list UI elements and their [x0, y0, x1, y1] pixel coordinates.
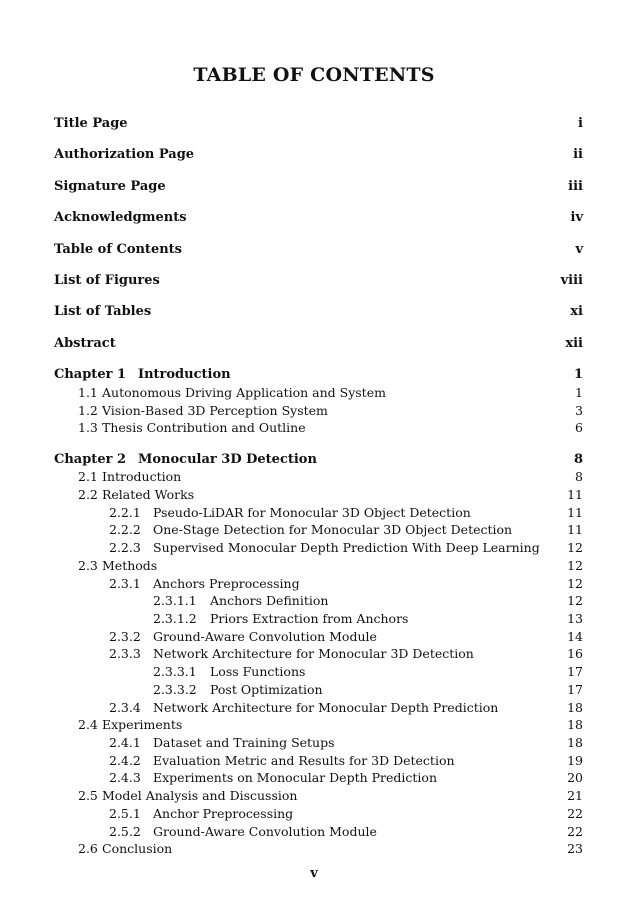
toc-label: Introduction [138, 367, 231, 382]
toc-page: xii [565, 336, 583, 351]
toc-number: 2.4 [78, 717, 98, 732]
toc-entry-2-3-1-2[interactable] [54, 611, 583, 629]
toc-number: 1.3 [78, 420, 98, 435]
toc-page: 11 [567, 522, 583, 537]
toc-entry-2-3[interactable] [54, 558, 583, 576]
toc-entry-2-4-3[interactable] [54, 770, 583, 788]
toc-label: Evaluation Metric and Results for 3D Detection [153, 753, 455, 768]
toc-entry-2-5[interactable] [54, 788, 583, 806]
toc-number: 2.2.3 [109, 540, 141, 555]
toc-number: 2.3.1 [109, 576, 141, 591]
page-title: TABLE OF CONTENTS [193, 64, 435, 86]
toc-page: 18 [567, 735, 583, 750]
toc-page: 3 [575, 403, 583, 418]
toc-entry-list-of-figures[interactable] [54, 273, 583, 291]
toc-page: 23 [567, 841, 583, 856]
toc-page: 21 [567, 788, 583, 803]
toc-label: Post Optimization [210, 682, 323, 697]
toc-entry-2-1[interactable] [54, 469, 583, 487]
toc-entry-2-3-3-1[interactable] [54, 664, 583, 682]
toc-entry-2-3-2[interactable] [54, 629, 583, 647]
toc-page: iv [570, 210, 583, 225]
toc-page: xi [570, 304, 583, 319]
toc-page: ii [573, 147, 583, 162]
toc-page: iii [568, 179, 583, 194]
toc-entry-2-3-1-1[interactable] [54, 593, 583, 611]
toc-number: 2.3.1.2 [153, 611, 197, 626]
toc-page: 19 [567, 753, 583, 768]
toc-label: Autonomous Driving Application and System [102, 385, 386, 400]
toc-label: Experiments [102, 717, 183, 732]
toc-entry-2-4[interactable] [54, 717, 583, 735]
toc-entry-1-2[interactable] [54, 403, 583, 421]
toc-number: 2.2.2 [109, 522, 141, 537]
toc-label: List of Tables [54, 304, 152, 319]
toc-entry-list-of-tables[interactable] [54, 304, 583, 322]
toc-entry-signature-page[interactable] [54, 179, 583, 197]
toc-label: Methods [102, 558, 158, 573]
toc-label: Introduction [102, 469, 182, 484]
toc-entry-2-5-1[interactable] [54, 806, 583, 824]
toc-number: 2.3.3.2 [153, 682, 197, 697]
toc-number: Chapter 2 [54, 452, 127, 467]
toc-entry-2-3-4[interactable] [54, 700, 583, 718]
toc-page: 17 [567, 664, 583, 679]
toc-number: 2.3.2 [109, 629, 141, 644]
toc-number: 2.3.3.1 [153, 664, 197, 679]
toc-page: 13 [567, 611, 583, 626]
page-number: v [310, 866, 318, 881]
toc-label: Vision-Based 3D Perception System [102, 403, 328, 418]
toc-entry-2-3-1[interactable] [54, 576, 583, 594]
toc-label: Pseudo-LiDAR for Monocular 3D Object Detection [153, 505, 471, 520]
toc-entry-2-6[interactable] [54, 841, 583, 859]
toc-page: 17 [567, 682, 583, 697]
toc-label: Title Page [54, 116, 128, 131]
toc-page: 12 [567, 593, 583, 608]
toc-number: 2.4.2 [109, 753, 141, 768]
toc-label: Acknowledgments [54, 210, 187, 225]
toc-number: 2.3.4 [109, 700, 141, 715]
toc-entry-2-4-2[interactable] [54, 753, 583, 771]
toc-number: 2.1 [78, 469, 98, 484]
toc-entry-2-3-3[interactable] [54, 646, 583, 664]
toc-chapter-1[interactable] [54, 367, 583, 385]
toc-page: 1 [575, 385, 583, 400]
toc-page: 12 [567, 540, 583, 555]
toc-label: Anchor Preprocessing [153, 806, 294, 821]
toc-label: Ground-Aware Convolution Module [153, 629, 377, 644]
toc-label: Model Analysis and Discussion [102, 788, 298, 803]
toc-label: Supervised Monocular Depth Prediction With Deep Learning [153, 540, 540, 555]
toc-entry-2-5-2[interactable] [54, 824, 583, 842]
toc-label: Dataset and Training Setups [153, 735, 335, 750]
toc-number: Chapter 1 [54, 367, 127, 382]
toc-page: viii [560, 273, 583, 288]
toc-number: 2.3 [78, 558, 98, 573]
toc-chapter-2[interactable] [54, 452, 583, 470]
toc-number: 2.4.3 [109, 770, 141, 785]
toc-label: Related Works [102, 487, 195, 502]
toc-entry-2-2-3[interactable] [54, 540, 583, 558]
toc-entry-title-page[interactable] [54, 116, 583, 134]
toc-page: i [578, 116, 583, 131]
toc-label: Network Architecture for Monocular 3D Detection [153, 646, 474, 661]
toc-page: 18 [567, 717, 583, 732]
toc-page: 12 [567, 576, 583, 591]
toc-number: 2.6 [78, 841, 98, 856]
toc-page: 20 [567, 770, 583, 785]
toc-label: Signature Page [54, 179, 166, 194]
toc-entry-1-3[interactable] [54, 420, 583, 438]
toc-label: Conclusion [102, 841, 173, 856]
toc-number: 2.5.2 [109, 824, 141, 839]
toc-entry-acknowledgments[interactable] [54, 210, 583, 228]
toc-page: 11 [567, 505, 583, 520]
toc-entry-2-2-2[interactable] [54, 522, 583, 540]
toc-label: Table of Contents [54, 242, 182, 257]
toc-page: 6 [575, 420, 583, 435]
toc-entry-table-of-contents[interactable] [54, 242, 583, 260]
toc-number: 2.2 [78, 487, 98, 502]
toc-entry-abstract[interactable] [54, 336, 583, 354]
toc-label: Loss Functions [210, 664, 306, 679]
toc-entry-1-1[interactable] [54, 385, 583, 403]
toc-page: v [575, 242, 583, 257]
toc-label: Ground-Aware Convolution Module [153, 824, 377, 839]
toc-number: 2.5.1 [109, 806, 141, 821]
toc-label: Anchors Preprocessing [153, 576, 300, 591]
toc-label: One-Stage Detection for Monocular 3D Object Detection [153, 522, 513, 537]
toc-page: 11 [567, 487, 583, 502]
toc-label: Experiments on Monocular Depth Prediction [153, 770, 438, 785]
toc-label: Thesis Contribution and Outline [102, 420, 306, 435]
toc-page: 8 [575, 469, 583, 484]
toc-page: 12 [567, 558, 583, 573]
toc-entry-2-3-3-2[interactable] [54, 682, 583, 700]
toc-number: 1.1 [78, 385, 98, 400]
toc-entry-2-4-1[interactable] [54, 735, 583, 753]
toc-number: 2.5 [78, 788, 98, 803]
toc-number: 2.3.1.1 [153, 593, 197, 608]
toc-label: Anchors Definition [210, 593, 329, 608]
toc-page: 8 [573, 452, 583, 467]
toc-number: 2.3.3 [109, 646, 141, 661]
toc-number: 2.2.1 [109, 505, 141, 520]
toc-page: 14 [567, 629, 583, 644]
toc-label: List of Figures [54, 273, 160, 288]
toc-label: Abstract [54, 336, 116, 351]
toc-label: Network Architecture for Monocular Depth Prediction [153, 700, 499, 715]
toc-number: 2.4.1 [109, 735, 141, 750]
toc-number: 1.2 [78, 403, 98, 418]
toc-entry-authorization-page[interactable] [54, 147, 583, 165]
toc-page: 16 [567, 646, 583, 661]
toc-page: 1 [573, 367, 583, 382]
toc-label: Priors Extraction from Anchors [210, 611, 409, 626]
toc-label: Monocular 3D Detection [138, 452, 317, 467]
toc-page: 18 [567, 700, 583, 715]
toc-entry-2-2[interactable] [54, 487, 583, 505]
toc-page: 22 [567, 824, 583, 839]
toc-label: Authorization Page [54, 147, 195, 162]
toc-entry-2-2-1[interactable] [54, 505, 583, 523]
toc-page: 22 [567, 806, 583, 821]
